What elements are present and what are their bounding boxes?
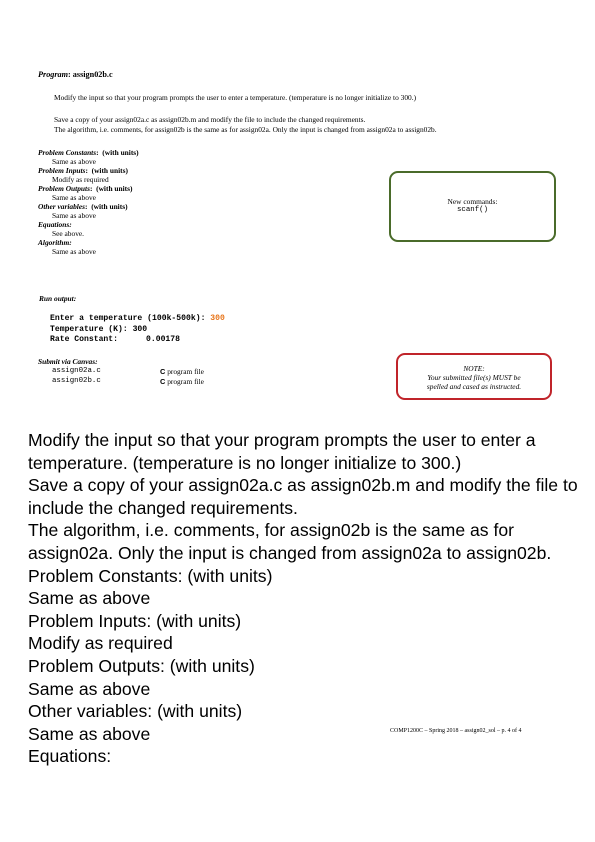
file-type-rest: program file xyxy=(165,367,204,376)
rate-constant-label: Rate Constant: xyxy=(50,335,118,345)
overlay-line: The algorithm, i.e. comments, for assign02b is the same as for xyxy=(28,520,514,541)
section-equations xyxy=(38,220,268,238)
overlay-line: temperature. (temperature is no longer initialize to 300.) xyxy=(28,452,462,473)
section-label: Problem Inputs xyxy=(38,166,86,175)
section-body: See above. xyxy=(52,229,85,238)
section-body: Same as above xyxy=(52,193,96,202)
new-commands-title: New commands: xyxy=(447,197,498,206)
intro-paragraph-1: Modify the input so that your program prompts the user to enter a temperature. (temperature is no longer initialize to 300.) xyxy=(54,93,417,102)
section-note: (with units) xyxy=(96,184,133,193)
overlay-line: include the changed requirements. xyxy=(28,497,298,518)
section-note: (with units) xyxy=(91,166,128,175)
run-output-line-2: Temperature (K): 300 xyxy=(50,324,148,334)
page-footer: COMP1200C – Spring 2018 – assign02_sol – p. 4 of 4 xyxy=(390,728,522,734)
file-type-letter: C xyxy=(160,377,166,386)
section-other-variables xyxy=(38,202,268,220)
submit-file-type xyxy=(160,377,204,386)
section-body: Same as above xyxy=(52,157,96,166)
submit-file-name: assign02b.c xyxy=(52,377,101,385)
submit-file-row xyxy=(52,377,272,387)
run-output-console xyxy=(50,314,225,346)
note-box xyxy=(396,353,552,400)
program-heading xyxy=(38,70,113,80)
section-note: (with units) xyxy=(102,148,139,157)
submit-file-list xyxy=(52,367,272,387)
program-name: : assign02b.c xyxy=(68,70,113,79)
overlay-line: Same as above xyxy=(28,723,151,744)
run-output-line-1 xyxy=(50,314,225,325)
overlay-line: Problem Constants: (with units) xyxy=(28,565,273,586)
overlay-line: Same as above xyxy=(28,678,151,699)
section-problem-constants xyxy=(38,148,268,166)
submit-file-row xyxy=(52,367,272,377)
file-type-letter: C xyxy=(160,367,166,376)
section-sep: : xyxy=(85,166,88,175)
run-output-label: Run output: xyxy=(39,294,77,303)
overlay-line: Same as above xyxy=(28,588,151,609)
overlay-line: Equations: xyxy=(28,746,112,767)
submit-file-type xyxy=(160,367,204,376)
program-label: Program xyxy=(38,70,69,79)
section-body: Same as above xyxy=(52,247,96,256)
overlay-line: Modify as required xyxy=(28,633,173,654)
rate-constant-value: 0.00178 xyxy=(146,335,180,345)
section-note: (with units) xyxy=(91,202,128,211)
overlay-line: Save a copy of your assign02a.c as assign02b.m and modify the file to xyxy=(28,475,578,496)
run-output-line-3 xyxy=(50,335,225,346)
section-label: Other variables xyxy=(38,202,86,211)
overlay-line: Other variables: (with units) xyxy=(28,701,243,722)
new-commands-scanf: scanf() xyxy=(456,206,489,214)
section-label: Algorithm: xyxy=(38,238,72,247)
section-label: Problem Outputs xyxy=(38,184,90,193)
section-body: Same as above xyxy=(52,211,96,220)
new-commands-box xyxy=(389,171,556,242)
section-label: Equations: xyxy=(38,220,72,229)
section-sep: : xyxy=(85,202,88,211)
section-algorithm xyxy=(38,238,268,256)
overlay-text xyxy=(28,429,588,775)
section-body: Modify as required xyxy=(52,175,109,184)
note-line-1: Your submitted file(s) MUST be xyxy=(427,373,521,382)
intro-paragraph-2b: The algorithm, i.e. comments, for assign02b is the same as for assign02a. Only the input is changed from assign02a to assign02b. xyxy=(54,125,437,134)
section-problem-outputs xyxy=(38,184,268,202)
run-output-prompt: Enter a temperature (100k-500k): xyxy=(50,314,211,323)
overlay-line: assign02a. Only the input is changed from assign02a to assign02b. xyxy=(28,542,552,563)
section-sep: : xyxy=(89,184,93,193)
overlay-line: Problem Inputs: (with units) xyxy=(28,610,242,631)
sections-list xyxy=(38,148,268,256)
overlay-line: Problem Outputs: (with units) xyxy=(28,655,255,676)
run-output-input-value: 300 xyxy=(210,314,225,323)
intro-paragraph-2a: Save a copy of your assign02a.c as assign02b.m and modify the file to include the changed requirements. xyxy=(54,115,366,124)
note-line-2: spelled and cased as instructed. xyxy=(426,382,522,391)
section-sep: : xyxy=(96,148,99,157)
submit-label: Submit via Canvas: xyxy=(38,357,98,366)
submit-file-name: assign02a.c xyxy=(52,367,101,375)
note-title: NOTE: xyxy=(463,364,485,373)
section-label: Problem Constants xyxy=(38,148,97,157)
file-type-rest: program file xyxy=(165,377,204,386)
section-problem-inputs xyxy=(38,166,268,184)
overlay-line: Modify the input so that your program prompts the user to enter a xyxy=(28,430,536,450)
